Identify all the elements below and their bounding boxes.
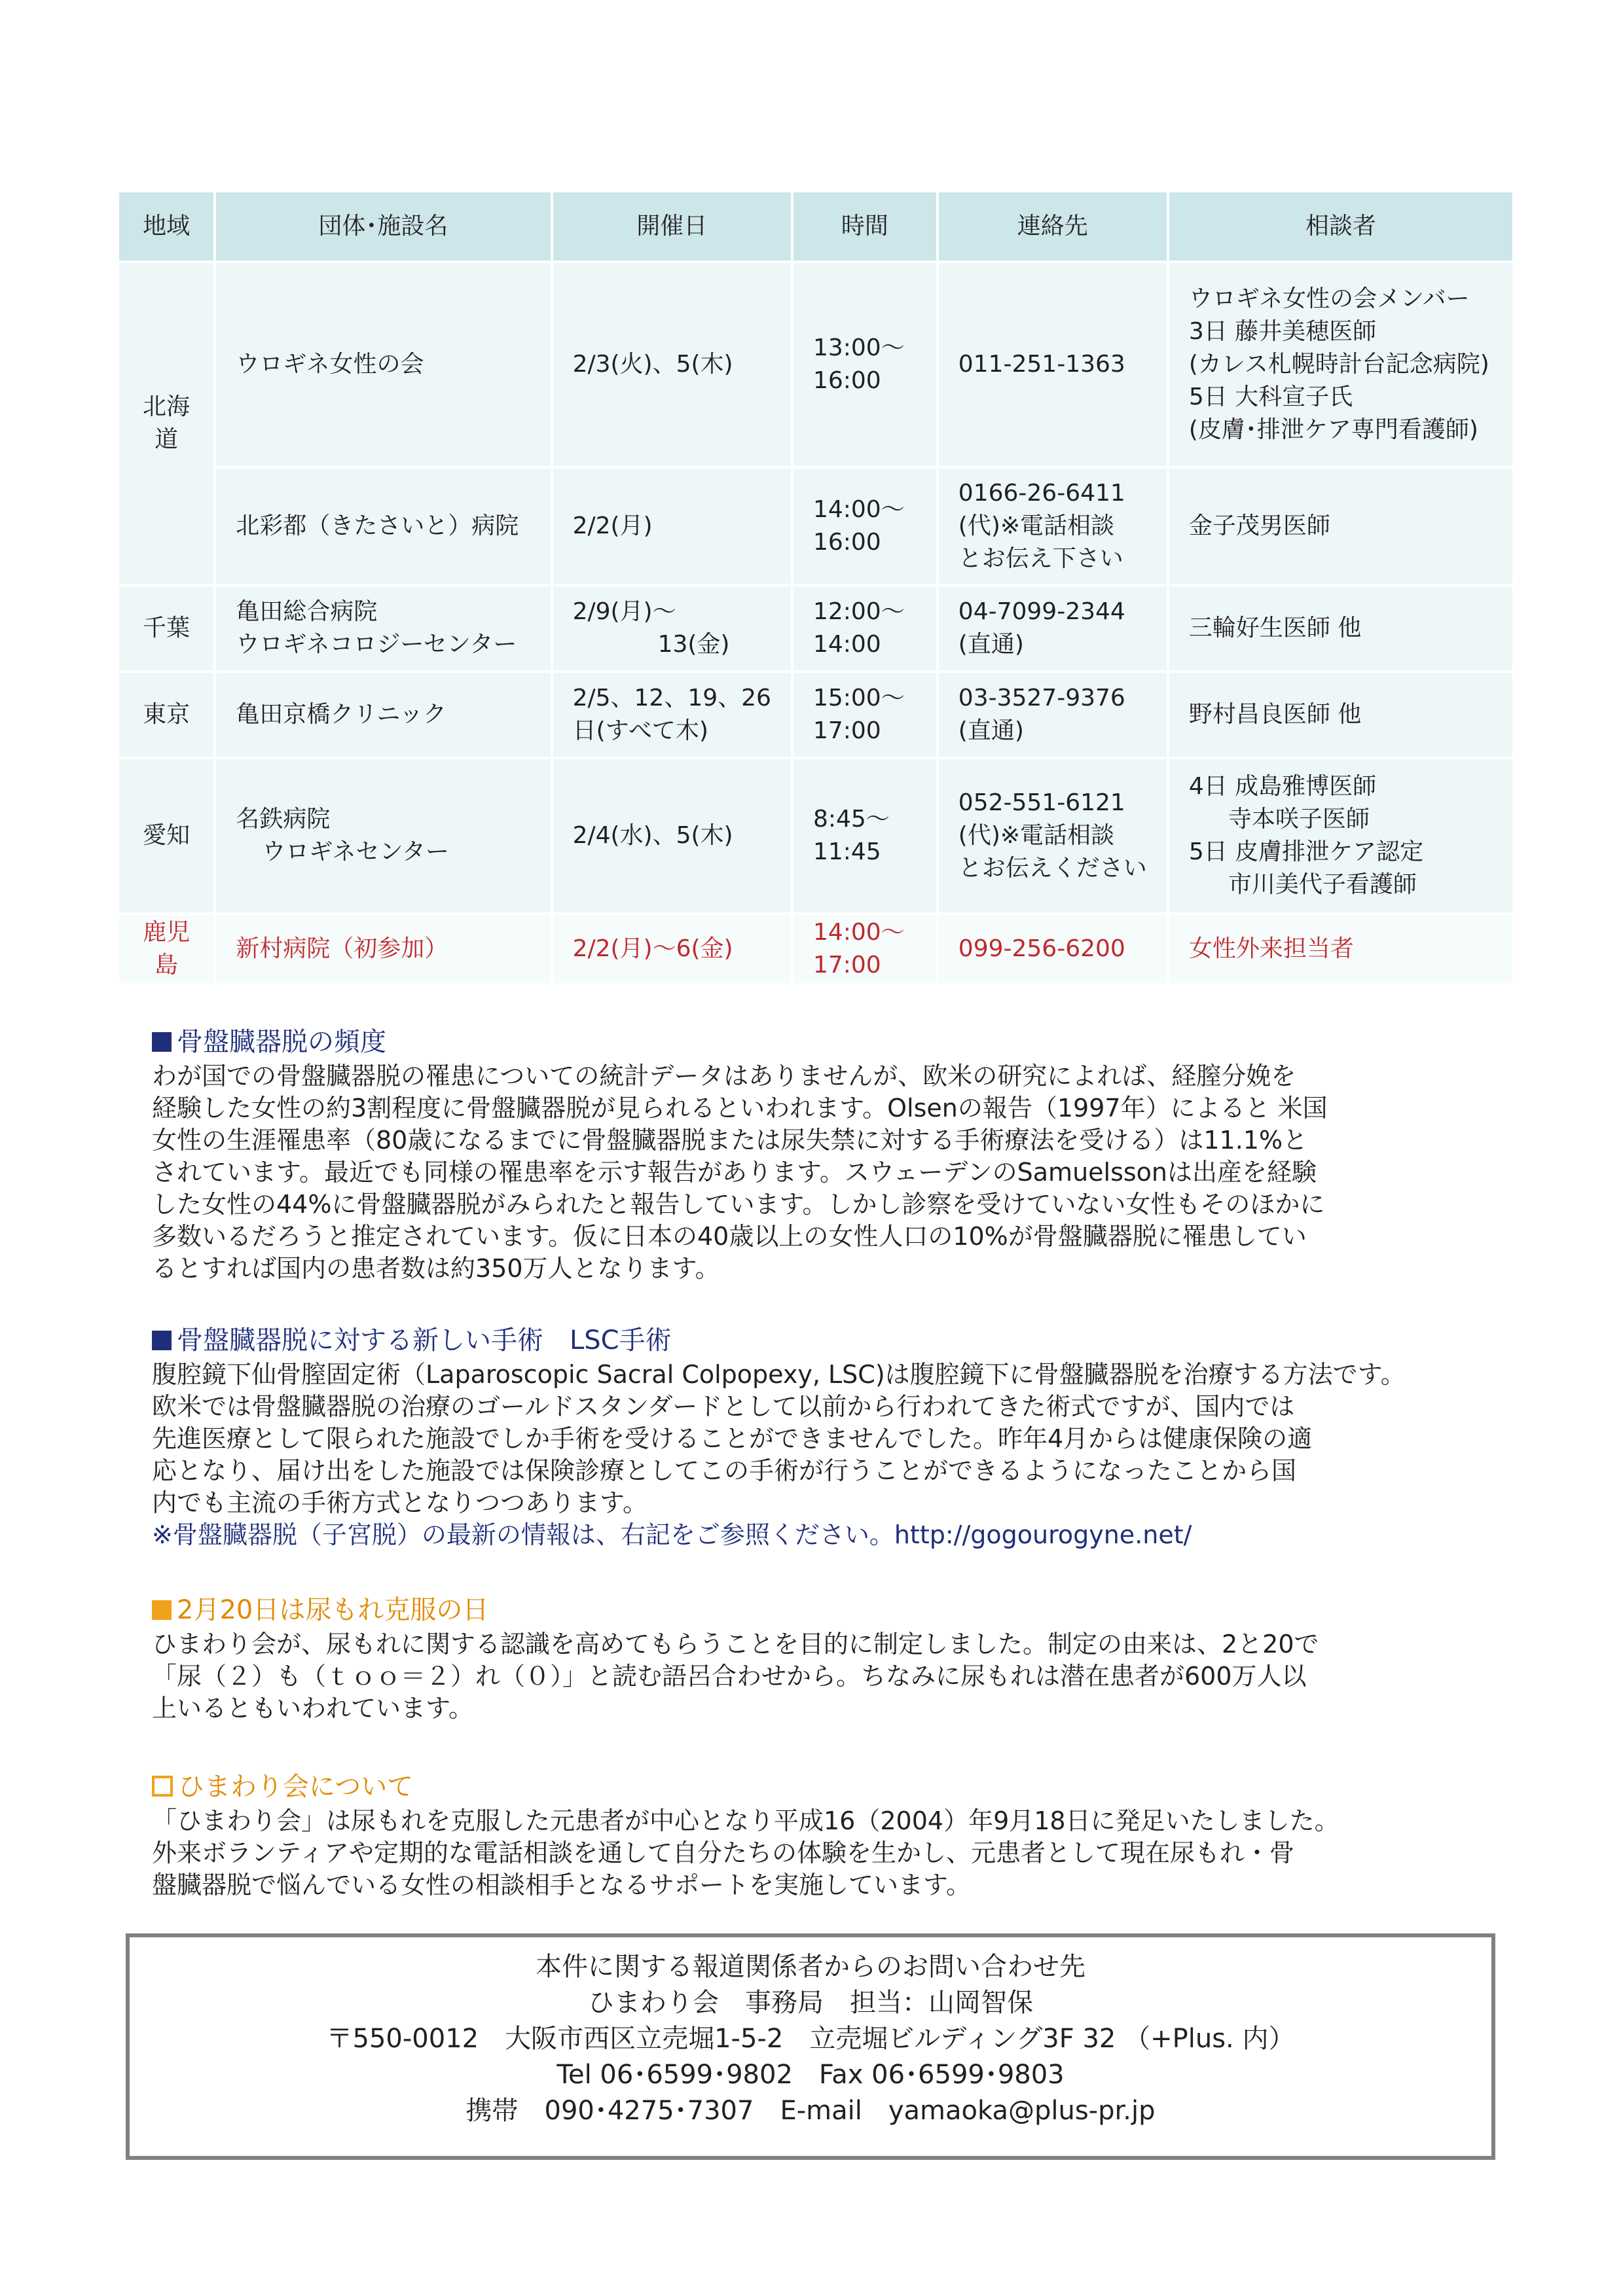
contact-tel-fax: Tel 06･6599･9802 Fax 06･6599･9803	[556, 2060, 1065, 2090]
section-frequency	[152, 1025, 1514, 1285]
section-awareness-day	[152, 1593, 1514, 1725]
date-text: 2/5、12、19、26	[572, 685, 771, 711]
paragraph-line: 経験した女性の約3割程度に骨盤臓器脱が見られるといわれます。Olsenの報告（1997年）によると 米国	[152, 1094, 1328, 1122]
section-heading	[152, 1770, 1514, 1804]
counselor-cell	[1169, 915, 1512, 983]
date-text: 2/4(水)、5(木)	[572, 822, 733, 849]
paragraph-line: 腹腔鏡下仙骨膣固定術（Laparoscopic Sacral Colpopexy, LSC)は腹腔鏡下に骨盤臓器脱を治療する方法です。	[152, 1360, 1406, 1389]
facility-name: 北彩都（きたさいと）病院	[236, 512, 519, 539]
facility-name: 名鉄病院	[236, 806, 331, 833]
region-cell: 千葉	[119, 586, 213, 670]
counselor-cell	[1169, 469, 1512, 584]
facility-cell	[216, 469, 550, 584]
paragraph-line: 先進医療として限られた施設でしか手術を受けることができませんでした。昨年4月からは健康保険の適	[152, 1424, 1313, 1453]
time-cell: 8:45～11:45	[793, 759, 936, 912]
contact-cell	[939, 915, 1167, 983]
facility-cell	[216, 759, 550, 912]
press-contact-box	[126, 1933, 1495, 2160]
date-text: 2/9(月)～	[572, 598, 676, 625]
counselor-line: 5日 皮膚排泄ケア認定	[1188, 838, 1424, 865]
facility-cell	[216, 586, 550, 670]
table-row	[119, 673, 1512, 757]
time-cell: 12:00～14:00	[793, 586, 936, 670]
contact-note: (代)※電話相談	[958, 822, 1115, 849]
header-region: 地域	[119, 192, 213, 260]
section-lsc-surgery	[152, 1323, 1514, 1551]
table-row	[119, 586, 1512, 670]
phone-number: 0166-26-6411	[958, 480, 1125, 507]
table-row-highlight	[119, 915, 1512, 983]
filled-square-bullet-icon	[152, 1331, 172, 1350]
counselor-cell	[1169, 673, 1512, 757]
table-row	[119, 263, 1512, 466]
region-cell: 鹿児島	[119, 915, 213, 983]
contact-cell	[939, 586, 1167, 670]
date-cell	[553, 469, 791, 584]
paragraph-line: 多数いるだろうと推定されています。仮に日本の40歳以上の女性人口の10%が骨盤臓器脱に罹患してい	[152, 1222, 1307, 1251]
reference-note-link[interactable]: ※骨盤臓器脱（子宮脱）の最新の情報は、右記をご参照ください。http://gogourogyne.net/	[152, 1520, 1192, 1549]
facility-name: 亀田総合病院	[236, 598, 378, 625]
region-cell: 北海道	[119, 263, 213, 584]
heading-text: 骨盤臓器脱の頻度	[177, 1027, 386, 1057]
counselor-line: 3日 藤井美穂医師	[1188, 318, 1377, 345]
contact-note: とお伝えください	[958, 855, 1147, 882]
paragraph-line: した女性の44%に骨盤臓器脱がみられたと報告しています。しかし診察を受けていない女性もそのほかに	[152, 1190, 1325, 1219]
date-cell	[553, 263, 791, 466]
counselor-line: (皮膚･排泄ケア専門看護師)	[1188, 416, 1478, 443]
paragraph-line: わが国での骨盤臓器脱の罹患についての統計データはありませんが、欧米の研究によれば、経膣分娩を	[152, 1062, 1296, 1090]
time-cell: 13:00～16:00	[793, 263, 936, 466]
date-text: 日(すべて木)	[572, 717, 708, 744]
counselor-line: ウロギネ女性の会メンバー	[1188, 285, 1470, 312]
contact-cell	[939, 469, 1167, 584]
paragraph-line: 上いるともいわれています。	[152, 1694, 473, 1723]
table-row	[119, 759, 1512, 912]
contact-address: 〒550-0012 大阪市西区立売堀1-5-2 立売堀ビルディング3F 32 （+Plus. 内）	[326, 2024, 1295, 2054]
heading-text: 骨盤臓器脱に対する新しい手術 LSC手術	[177, 1325, 672, 1355]
header-time: 時間	[793, 192, 936, 260]
date-text: 2/3(火)、5(木)	[572, 351, 733, 378]
date-cell	[553, 915, 791, 983]
region-cell: 愛知	[119, 759, 213, 912]
header-contact: 連絡先	[939, 192, 1167, 260]
heading-text: ひまわり会について	[178, 1772, 414, 1802]
paragraph-line: 応となり、届け出をした施設では保険診療としてこの手術が行うことができるようになったことから国	[152, 1456, 1297, 1485]
filled-square-bullet-icon	[152, 1600, 172, 1620]
paragraph-line: 「尿（２）も（ｔｏｏ＝２）れ（０）」と読む語呂合わせから。ちなみに尿もれは潜在患者が600万人以	[152, 1662, 1307, 1691]
counselor-line: 金子茂男医師	[1188, 512, 1330, 539]
facility-name: 亀田京橋クリニック	[236, 701, 447, 728]
contact-org: ひまわり会 事務局 担当：山岡智保	[588, 1988, 1033, 2018]
facility-name: ウロギネ女性の会	[236, 351, 424, 378]
facility-dept: ウロギネコロジーセンター	[236, 631, 517, 658]
contact-cell	[939, 759, 1167, 912]
counselor-line: 三輪好生医師 他	[1188, 615, 1362, 641]
consultation-schedule-table	[117, 190, 1515, 986]
paragraph-line: るとすれば国内の患者数は約350万人となります。	[152, 1254, 720, 1283]
counselor-line: 女性外来担当者	[1188, 935, 1354, 962]
paragraph-line: ひまわり会が、尿もれに関する認識を高めてもらうことを目的に制定しました。制定の由来は、2と20で	[152, 1630, 1319, 1659]
date-cell	[553, 759, 791, 912]
paragraph-line: 盤臓器脱で悩んでいる女性の相談相手となるサポートを実施しています。	[152, 1871, 971, 1899]
contact-cell	[939, 263, 1167, 466]
date-cell	[553, 673, 791, 757]
section-about-himawari	[152, 1770, 1514, 1901]
time-cell: 15:00～17:00	[793, 673, 936, 757]
time-cell: 14:00～16:00	[793, 469, 936, 584]
date-text: 2/2(月)	[572, 512, 653, 539]
phone-number: 03-3527-9376	[958, 685, 1125, 711]
contact-note: とお伝え下さい	[958, 545, 1123, 572]
counselor-line: 野村昌良医師 他	[1188, 701, 1362, 728]
counselor-cell	[1169, 263, 1512, 466]
table-header-row	[119, 192, 1512, 260]
open-square-bullet-icon	[152, 1776, 173, 1797]
section-heading	[152, 1323, 1514, 1357]
counselor-line: 4日 成島雅博医師	[1188, 773, 1377, 800]
date-text: 2/2(月)～6(金)	[572, 935, 733, 962]
paragraph-line: 女性の生涯罹患率（80歳になるまでに骨盤臓器脱または尿失禁に対する手術療法を受ける）は11.1%と	[152, 1126, 1308, 1155]
header-counselor: 相談者	[1169, 192, 1512, 260]
facility-cell	[216, 263, 550, 466]
heading-text: 2月20日は尿もれ克服の日	[177, 1595, 489, 1625]
header-facility: 団体･施設名	[216, 192, 550, 260]
counselor-cell	[1169, 759, 1512, 912]
table-row	[119, 469, 1512, 584]
phone-number: 04-7099-2344	[958, 598, 1125, 625]
contact-note: (代)※電話相談	[958, 512, 1115, 539]
contact-cell	[939, 673, 1167, 757]
time-cell: 14:00～17:00	[793, 915, 936, 983]
contact-title: 本件に関する報道関係者からのお問い合わせ先	[536, 1952, 1085, 1982]
contact-note: (直通)	[958, 631, 1024, 658]
counselor-line: 5日 大科宣子氏	[1188, 384, 1353, 410]
facility-dept: ウロギネセンター	[262, 838, 450, 865]
region-cell: 東京	[119, 673, 213, 757]
facility-cell	[216, 673, 550, 757]
phone-number: 099-256-6200	[958, 935, 1125, 962]
contact-mobile-email[interactable]: 携帯 090･4275･7307 E-mail yamaoka@plus-pr.jp	[465, 2096, 1156, 2126]
section-heading	[152, 1593, 1514, 1627]
counselor-cell	[1169, 586, 1512, 670]
paragraph-line: 外来ボランティアや定期的な電話相談を通して自分たちの体験を生かし、元患者として現在尿もれ・骨	[152, 1839, 1294, 1867]
paragraph-line: 内でも主流の手術方式となりつつあります。	[152, 1488, 647, 1517]
facility-cell	[216, 915, 550, 983]
header-date: 開催日	[553, 192, 791, 260]
facility-name: 新村病院（初参加）	[236, 935, 448, 962]
date-cell	[553, 586, 791, 670]
paragraph-line: 「ひまわり会」は尿もれを克服した元患者が中心となり平成16（2004）年9月18日に発足いたしました。	[152, 1806, 1340, 1835]
date-text: 13(金)	[657, 631, 730, 658]
counselor-line: 寺本咲子医師	[1228, 806, 1370, 833]
phone-number: 052-551-6121	[958, 789, 1125, 816]
paragraph-line: 欧米では骨盤臓器脱の治療のゴールドスタンダードとして以前から行われてきた術式ですが、国内では	[152, 1392, 1295, 1421]
phone-number: 011-251-1363	[958, 351, 1125, 378]
counselor-line: 市川美代子看護師	[1228, 871, 1417, 898]
paragraph-line: されています。最近でも同様の罹患率を示す報告があります。スウェーデンのSamuelssonは出産を経験	[152, 1158, 1317, 1187]
counselor-line: (カレス札幌時計台記念病院)	[1188, 351, 1489, 378]
filled-square-bullet-icon	[152, 1032, 172, 1052]
contact-note: (直通)	[958, 717, 1024, 744]
section-heading	[152, 1025, 1514, 1059]
